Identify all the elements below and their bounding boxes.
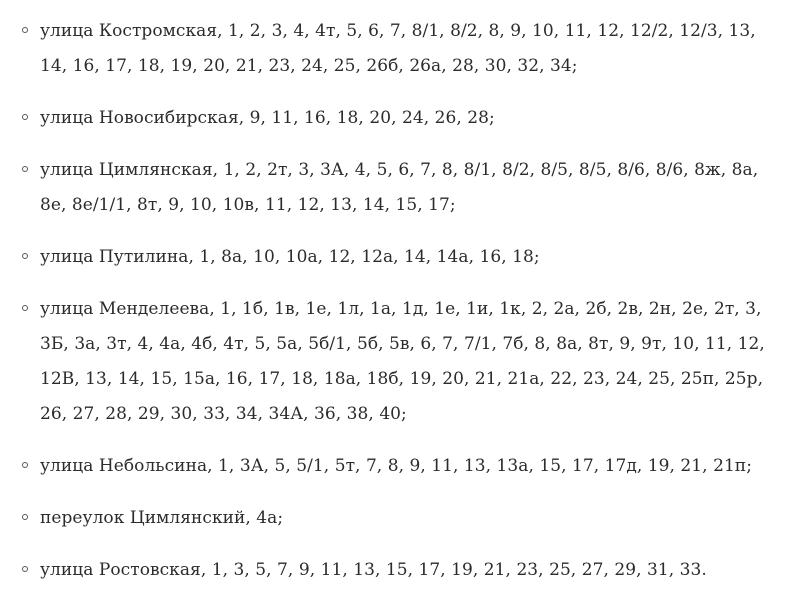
street-name: улица Небольсина	[40, 456, 208, 476]
street-name: улица Костромская	[40, 21, 218, 41]
street-name: улица Ростовская	[40, 560, 201, 580]
street-name: переулок Цимлянский	[40, 508, 246, 528]
circle-bullet-icon	[22, 462, 28, 468]
list-item	[22, 553, 782, 588]
house-numbers: , 1, 1б, 1в, 1е, 1л, 1а, 1д, 1е, 1и, 1к, 2, 2а, 2б, 2в, 2н, 2е, 2т, 3, 3Б, 3а, 3т, 4, 4а, 4б, 4т, 5, 5а, 5б/1, 5б, 5в, 6, 7, 7/1, 7б, 8, 8а, 8т, 9, 9т, 10, 11, 12, 12В, 13, 14, 15, 15а, 16, 17, 18, 18а, 18б, 19, 20, 21, 21а, 22, 23, 24, 25, 25п, 25р, 26, 27, 28, 29, 30, 33, 34, 34А, 36, 38, 40;	[40, 299, 765, 424]
list-item	[22, 240, 782, 275]
house-numbers: , 1, 2, 2т, 3, 3А, 4, 5, 6, 7, 8, 8/1, 8/2, 8/5, 8/5, 8/6, 8/6, 8ж, 8а, 8е, 8е/1/1, 8т, 9, 10, 10в, 11, 12, 13, 14, 15, 17;	[40, 160, 759, 215]
street-list	[22, 14, 782, 588]
list-item	[22, 449, 782, 484]
house-numbers: , 1, 8а, 10, 10а, 12, 12а, 14, 14а, 16, 18;	[188, 247, 540, 267]
circle-bullet-icon	[22, 253, 28, 259]
house-numbers: , 1, 3, 5, 7, 9, 11, 13, 15, 17, 19, 21, 23, 25, 27, 29, 31, 33.	[200, 560, 707, 580]
street-name: улица Новосибирская	[40, 108, 239, 128]
list-item	[22, 14, 782, 84]
house-numbers: , 1, 2, 3, 4, 4т, 5, 6, 7, 8/1, 8/2, 8, 9, 10, 11, 12, 12/2, 12/3, 13, 14, 16, 17, 18, 19, 20, 21, 23, 24, 25, 26б, 26а, 28, 30, 32, 34;	[40, 21, 756, 76]
circle-bullet-icon	[22, 114, 28, 120]
list-item	[22, 153, 782, 223]
house-numbers: , 1, 3А, 5, 5/1, 5т, 7, 8, 9, 11, 13, 13а, 15, 17, 17д, 19, 21, 21п;	[207, 456, 752, 476]
circle-bullet-icon	[22, 166, 28, 172]
street-name: улица Путилина	[40, 247, 189, 267]
list-item	[22, 101, 782, 136]
circle-bullet-icon	[22, 566, 28, 572]
circle-bullet-icon	[22, 27, 28, 33]
list-item	[22, 501, 782, 536]
house-numbers: , 4а;	[245, 508, 284, 528]
list-item	[22, 292, 782, 432]
street-name: улица Цимлянская	[40, 160, 213, 180]
circle-bullet-icon	[22, 514, 28, 520]
house-numbers: , 9, 11, 16, 18, 20, 24, 26, 28;	[238, 108, 495, 128]
street-name: улица Менделеева	[40, 299, 210, 319]
circle-bullet-icon	[22, 305, 28, 311]
